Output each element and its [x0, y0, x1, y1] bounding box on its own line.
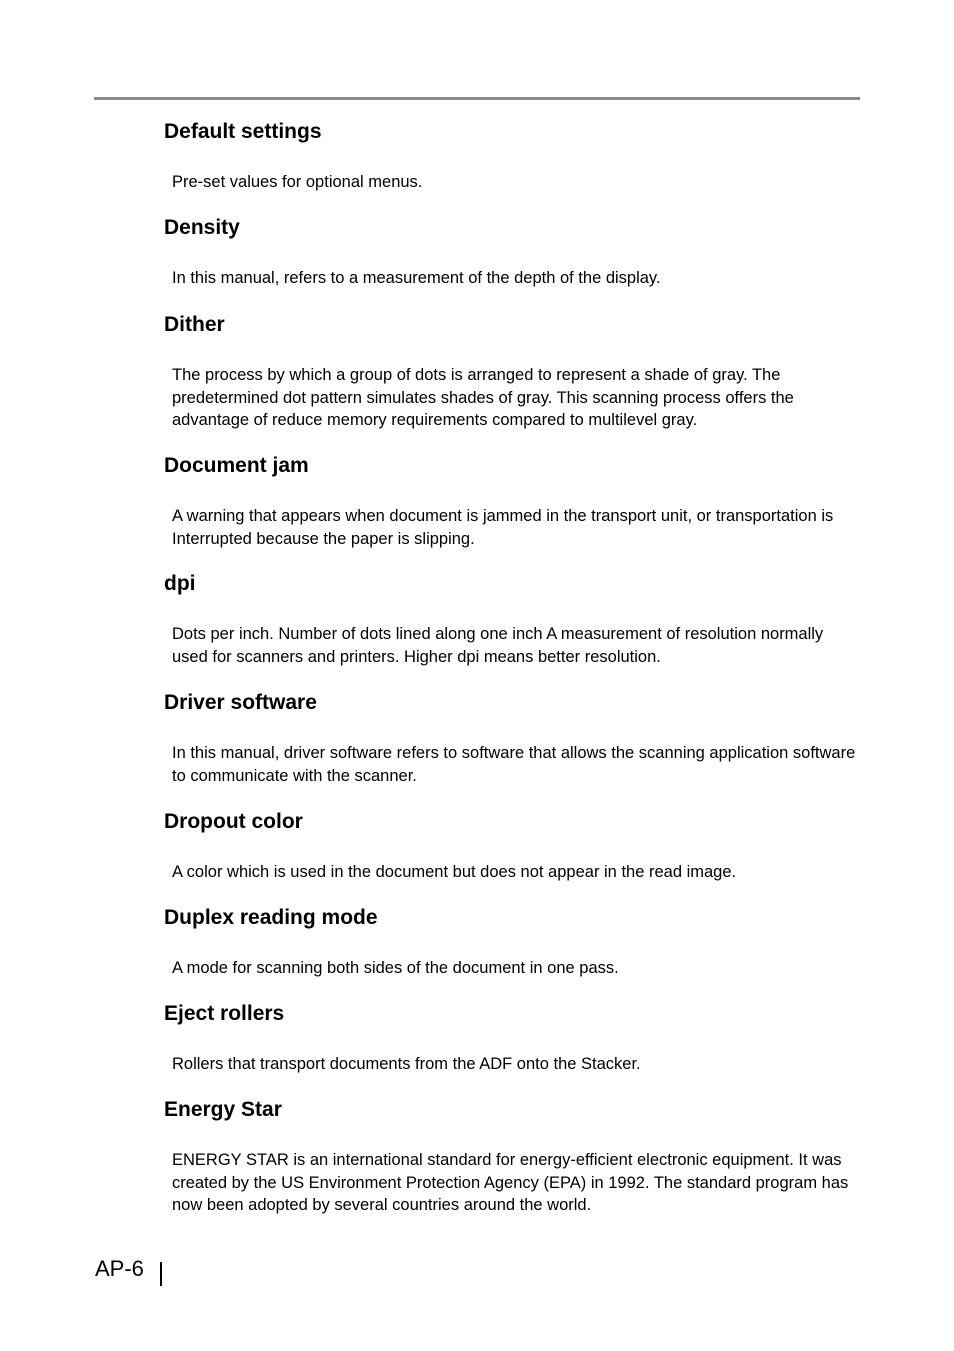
page-number-bar — [160, 1262, 162, 1286]
term-dpi: dpi — [164, 572, 196, 595]
term-driver-software: Driver software — [164, 691, 317, 714]
term-eject-rollers: Eject rollers — [164, 1002, 285, 1025]
definition-duplex-reading-mode: A mode for scanning both sides of the document in one pass. — [172, 959, 619, 977]
definition-density: In this manual, refers to a measurement of the depth of the display. — [172, 269, 661, 287]
term-dither: Dither — [164, 313, 225, 336]
term-document-jam: Document jam — [164, 454, 309, 477]
definition-dropout-color: A color which is used in the document but does not appear in the read image. — [172, 863, 737, 881]
definition-eject-rollers: Rollers that transport documents from the ADF onto the Stacker. — [172, 1055, 641, 1073]
definition-energy-star: ENERGY STAR is an international standard for energy-efficient electronic equipment. It was created by the US Environment Protection Agency (EPA) in 1992. The standard program has now been adopted by several countries around the world. — [172, 1151, 849, 1214]
term-density: Density — [164, 216, 240, 239]
term-energy-star: Energy Star — [164, 1098, 282, 1121]
term-dropout-color: Dropout color — [164, 810, 303, 833]
definition-driver-software: In this manual, driver software refers to software that allows the scanning application software to communicate with the scanner. — [172, 744, 856, 785]
definition-dither: The process by which a group of dots is arranged to represent a shade of gray. The predetermined dot pattern simulates shades of gray. This scanning process offers the advantage of reduce memory requirements compared to multilevel gray. — [172, 366, 794, 429]
header-rule — [94, 97, 860, 100]
term-duplex-reading-mode: Duplex reading mode — [164, 906, 378, 929]
definition-dpi: Dots per inch. Number of dots lined along one inch A measurement of resolution normally used for scanners and printers. Higher dpi means better resolution. — [172, 625, 824, 666]
page-number: AP-6 — [95, 1256, 144, 1281]
definition-default-settings: Pre-set values for optional menus. — [172, 173, 423, 191]
term-default-settings: Default settings — [164, 120, 322, 143]
definition-document-jam: A warning that appears when document is jammed in the transport unit, or transportation is Interrupted because the paper is slipping. — [172, 507, 834, 548]
